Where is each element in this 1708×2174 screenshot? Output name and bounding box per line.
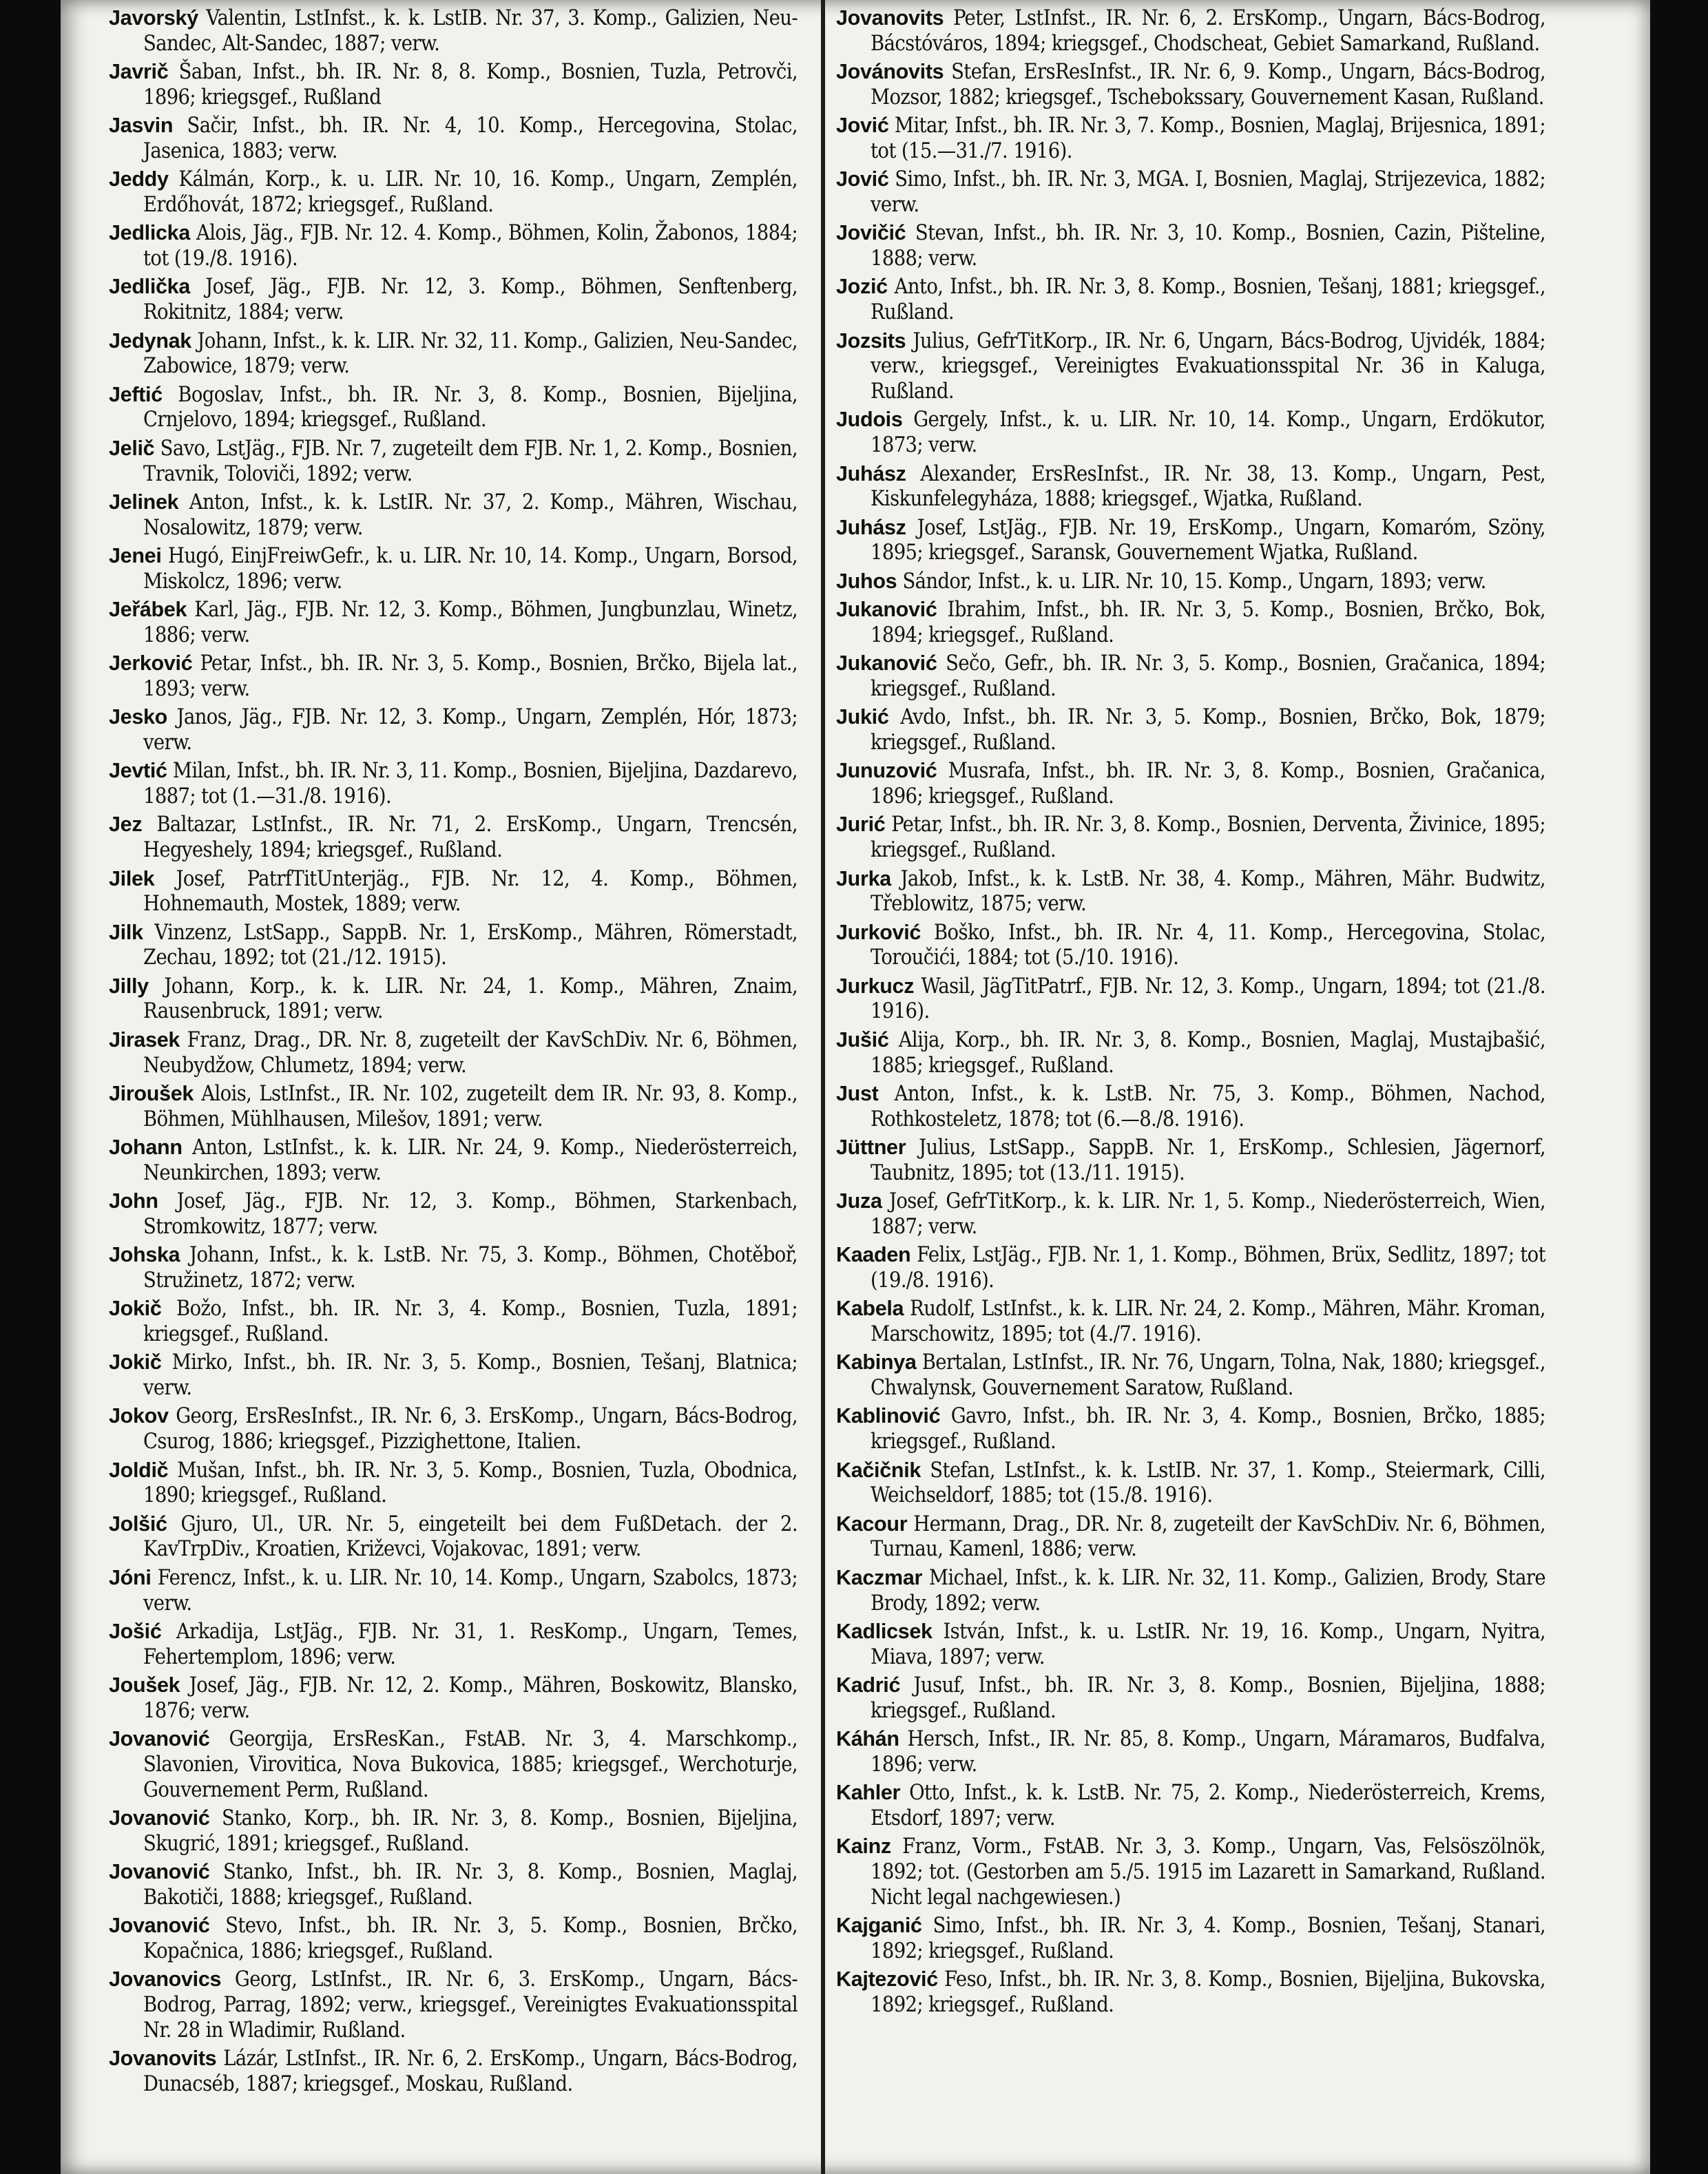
entry-surname: Jozić xyxy=(836,275,888,299)
entry-surname: Kainz xyxy=(836,1835,891,1859)
list-item xyxy=(109,1913,798,1965)
entry-details: Bogoslav, Infst., bh. IR. Nr. 3, 8. Komp., Bosnien, Bijeljina, Crnjelovo, 1894; kriegsgef., Rußland. xyxy=(143,382,798,432)
list-item xyxy=(109,1565,798,1617)
entry-details: Hugó, EinjFreiwGefr., k. u. LIR. Nr. 10, 14. Komp., Ungarn, Borsod, Miskolcz, 1896; verw. xyxy=(143,543,798,594)
entry-surname: Jovanović xyxy=(109,1727,210,1750)
list-item xyxy=(109,651,798,702)
entry-surname: Jurka xyxy=(836,866,891,890)
entry-surname: Jurković xyxy=(836,920,921,944)
entry-surname: Jušić xyxy=(836,1027,889,1052)
list-item xyxy=(109,1673,798,1724)
entry-surname: Kačičnik xyxy=(836,1458,921,1482)
list-item xyxy=(109,812,798,864)
entry-surname: Kajtezović xyxy=(836,1967,938,1992)
entry-surname: Jasvin xyxy=(109,114,174,138)
entry-details: Mirko, Infst., bh. IR. Nr. 3, 5. Komp., Bosnien, Tešanj, Blatnica; verw. xyxy=(143,1350,798,1401)
entry-surname: Jović xyxy=(836,114,889,138)
entry-surname: Jeftić xyxy=(109,382,163,406)
entry-details: Sečo, Gefr., bh. IR. Nr. 3, 5. Komp., Bosnien, Gračanica, 1894; kriegsgef., Rußland. xyxy=(871,651,1545,701)
entry-surname: Jenei xyxy=(109,543,162,567)
entry-surname: Johann xyxy=(109,1135,183,1159)
entry-surname: Jošić xyxy=(109,1619,162,1643)
entry-details: Avdo, Infst., bh. IR. Nr. 3, 5. Komp., Bosnien, Brčko, Bok, 1879; kriegsgef., Rußland. xyxy=(871,705,1545,755)
list-item xyxy=(109,490,798,541)
entry-surname: Jelič xyxy=(109,436,155,460)
entry-surname: Jović xyxy=(836,167,889,191)
entry-surname: Juza xyxy=(836,1189,882,1213)
entry-surname: Jurkucz xyxy=(836,974,915,998)
list-item xyxy=(836,1780,1545,1832)
entry-details: Peter, LstInfst., IR. Nr. 6, 2. ErsKomp., Ungarn, Bács-Bodrog, Bácstóváros, 1894; kriegsgef., Chodscheat, Gebiet Samarkand, Rußland. xyxy=(871,6,1545,56)
entry-details: Josef, Jäg., FJB. Nr. 12, 3. Komp., Böhmen, Senftenberg, Rokitnitz, 1884; verw. xyxy=(143,275,798,325)
list-item xyxy=(836,758,1545,810)
entry-surname: Just xyxy=(836,1081,879,1105)
entry-details: Milan, Infst., bh. IR. Nr. 3, 11. Komp., Bosnien, Bijeljina, Dazdarevo, 1887; tot (1.—31./8. 1916). xyxy=(143,759,798,809)
entry-details: Bertalan, LstInfst., IR. Nr. 76, Ungarn, Tolna, Nak, 1880; kriegsgef., Chwalynsk, Gouvernement Saratow, Rußland. xyxy=(871,1350,1545,1401)
entry-details: Josef, Jäg., FJB. Nr. 12, 3. Komp., Böhmen, Starkenbach, Stromkowitz, 1877; verw. xyxy=(143,1189,798,1239)
entry-surname: Jukanović xyxy=(836,598,937,622)
list-item xyxy=(836,328,1545,405)
list-item xyxy=(109,59,798,111)
list-item xyxy=(836,407,1545,459)
entry-details: Anton, LstInfst., k. k. LIR. Nr. 24, 9. Komp., Niederösterreich, Neunkirchen, 1893; verw. xyxy=(143,1135,798,1185)
list-item xyxy=(836,1834,1545,1910)
list-item xyxy=(109,704,798,756)
left-column xyxy=(109,6,798,2100)
list-item xyxy=(109,167,798,218)
list-item xyxy=(109,1350,798,1401)
entry-details: Stanko, Infst., bh. IR. Nr. 3, 8. Komp., Bosnien, Maglaj, Bakotiči, 1888; kriegsgef., Rußland. xyxy=(143,1859,798,1910)
entry-surname: Jiroušek xyxy=(109,1081,194,1105)
list-item xyxy=(109,1806,798,1857)
entry-details: Boško, Infst., bh. IR. Nr. 4, 11. Komp., Hercegovina, Stolac, Toroučići, 1884; tot (5./10. 1916). xyxy=(871,920,1545,970)
entry-details: Gergely, Infst., k. u. LIR. Nr. 10, 14. Komp., Ungarn, Erdökutor, 1873; verw. xyxy=(871,408,1545,458)
entry-details: Božo, Infst., bh. IR. Nr. 3, 4. Komp., Bosnien, Tuzla, 1891; kriegsgef., Rußland. xyxy=(143,1297,798,1347)
entry-details: Franz, Vorm., FstAB. Nr. 3, 3. Komp., Ungarn, Vas, Felsöszölnök, 1892; tot. (Gestorben am 5./5. 1915 im Lazarett in Samarkand, Rußland. Nicht legal nachgewiesen.) xyxy=(871,1835,1545,1910)
entry-details: Anton, Infst., k. k. LstIR. Nr. 37, 2. Komp., Mähren, Wischau, Nosalowitz, 1879; verw. xyxy=(143,490,798,540)
entry-surname: Jilk xyxy=(109,920,143,944)
entry-details: Anton, Infst., k. k. LstB. Nr. 75, 3. Komp., Böhmen, Nachod, Rothkosteletz, 1878; tot (6.—8./8. 1916). xyxy=(871,1081,1545,1131)
entry-details: Felix, LstJäg., FJB. Nr. 1, 1. Komp., Böhmen, Brüx, Sedlitz, 1897; tot (19./8. 1916). xyxy=(871,1243,1545,1293)
entry-surname: Jelinek xyxy=(109,490,179,514)
entry-details: Alija, Korp., bh. IR. Nr. 3, 8. Komp., Bosnien, Maglaj, Mustajbašić, 1885; kriegsgef., Rußland. xyxy=(871,1027,1545,1078)
entry-details: Stefan, ErsResInfst., IR. Nr. 6, 9. Komp., Ungarn, Bács-Bodrog, Mozsor, 1882; kriegsgef., Tschebokssary, Gouvernement Kasan, Rußland. xyxy=(871,60,1545,109)
list-item xyxy=(836,1403,1545,1455)
list-item xyxy=(109,6,798,57)
list-item xyxy=(109,436,798,488)
list-item xyxy=(109,543,798,595)
list-item xyxy=(836,274,1545,326)
entry-details: Baltazar, LstInfst., IR. Nr. 71, 2. ErsKomp., Ungarn, Trencsén, Hegyeshely, 1894; kriegsgef., Rußland. xyxy=(143,813,798,863)
list-item xyxy=(109,1619,798,1671)
entry-surname: Jedynak xyxy=(109,328,191,353)
entry-surname: Juhász xyxy=(836,461,906,485)
list-item xyxy=(836,1673,1545,1724)
list-item xyxy=(836,866,1545,918)
entry-surname: Jez xyxy=(109,813,143,837)
list-item xyxy=(109,220,798,272)
entry-details: Georg, LstInfst., IR. Nr. 6, 3. ErsKomp., Ungarn, Bács-Bodrog, Parrag, 1892; verw., kriegsgef., Vereinigtes Evakuationsspital Nr. 28 in Wladimir, Rußland. xyxy=(143,1967,798,2042)
list-item xyxy=(109,1242,798,1294)
entry-details: Jusuf, Infst., bh. IR. Nr. 3, 8. Komp., Bosnien, Bijeljina, 1888; kriegsgef., Rußland. xyxy=(871,1673,1545,1723)
entry-surname: Juhász xyxy=(836,515,906,539)
entry-details: Gjuro, Ul., UR. Nr. 5, eingeteilt bei dem FußDetach. der 2. KavTrpDiv., Kroatien, Križevci, Vojakovac, 1891; verw. xyxy=(143,1512,798,1562)
entry-details: István, Infst., k. u. LstIR. Nr. 19, 16. Komp., Ungarn, Nyitra, Miava, 1897; verw. xyxy=(871,1619,1545,1669)
list-item xyxy=(109,1403,798,1455)
entry-surname: Junuzović xyxy=(836,759,937,783)
entry-surname: Juhos xyxy=(836,569,897,593)
list-item xyxy=(836,704,1545,756)
list-item xyxy=(836,974,1545,1025)
entry-surname: Jilek xyxy=(109,866,155,890)
entry-surname: Jokič xyxy=(109,1297,162,1321)
entry-details: Otto, Infst., k. k. LstB. Nr. 75, 2. Komp., Niederösterreich, Krems, Etsdorf, 1897; verw. xyxy=(871,1781,1545,1830)
list-item xyxy=(836,920,1545,972)
entry-details: Valentin, LstInfst., k. k. LstIB. Nr. 37, 3. Komp., Galizien, Neu-Sandec, Alt-Sandec, 1887; verw. xyxy=(143,6,798,56)
list-item xyxy=(109,866,798,918)
entry-details: Johann, Infst., k. k. LstB. Nr. 75, 3. Komp., Böhmen, Chotěboř, Stružinetz, 1872; verw. xyxy=(143,1243,798,1293)
entry-surname: Kaczmar xyxy=(836,1565,923,1589)
entry-surname: Jeddy xyxy=(109,167,169,191)
entry-surname: Jovanovics xyxy=(109,1967,222,1992)
list-item xyxy=(836,1296,1545,1348)
entry-surname: Jesko xyxy=(109,705,167,729)
entry-surname: Jedlička xyxy=(109,275,190,299)
entry-surname: Jolšić xyxy=(109,1512,167,1536)
entry-details: Anto, Infst., bh. IR. Nr. 3, 8. Komp., Bosnien, Tešanj, 1881; kriegsgef., Rußland. xyxy=(871,275,1545,325)
list-item xyxy=(109,1135,798,1187)
list-item xyxy=(109,758,798,810)
entry-surname: Kabinya xyxy=(836,1350,917,1375)
list-item xyxy=(109,1967,798,2043)
entry-surname: Kacour xyxy=(836,1512,908,1536)
list-item xyxy=(836,1189,1545,1240)
entry-details: Julius, LstSapp., SappB. Nr. 1, ErsKomp., Schlesien, Jägernorf, Taubnitz, 1895; tot (13./11. 1915). xyxy=(871,1135,1545,1185)
entry-surname: Jerković xyxy=(109,651,193,676)
list-item xyxy=(109,113,798,165)
list-item xyxy=(109,1726,798,1803)
entry-surname: Johska xyxy=(109,1243,180,1267)
entry-details: Michael, Infst., k. k. LIR. Nr. 32, 11. Komp., Galizien, Brody, Stare Brody, 1892; verw. xyxy=(871,1565,1545,1616)
entry-surname: Kabela xyxy=(836,1297,904,1321)
list-item xyxy=(836,1242,1545,1294)
entry-surname: Jurić xyxy=(836,813,886,837)
entry-surname: Javrič xyxy=(109,60,169,84)
entry-details: Petar, Infst., bh. IR. Nr. 3, 5. Komp., Bosnien, Brčko, Bijela lat., 1893; verw. xyxy=(143,651,798,701)
list-item xyxy=(109,1512,798,1563)
entry-details: Šaban, Infst., bh. IR. Nr. 8, 8. Komp., Bosnien, Tuzla, Petrovči, 1896; kriegsgef., Rußland xyxy=(143,60,798,109)
list-item xyxy=(836,1081,1545,1133)
list-item xyxy=(836,1350,1545,1401)
list-item xyxy=(109,920,798,972)
entry-details: Sándor, Infst., k. u. LIR. Nr. 10, 15. Komp., Ungarn, 1893; verw. xyxy=(902,569,1486,594)
entry-details: Julius, GefrTitKorp., IR. Nr. 6, Ungarn, Bács-Bodrog, Ujvidék, 1884; verw., kriegsgef., Vereinigtes Evakuationsspital Nr. 36 in Kaluga, Rußland. xyxy=(871,328,1545,404)
entry-details: Josef, Jäg., FJB. Nr. 12, 2. Komp., Mähren, Boskowitz, Blansko, 1876; verw. xyxy=(143,1673,798,1723)
entry-details: Kálmán, Korp., k. u. LIR. Nr. 10, 16. Komp., Ungarn, Zemplén, Erdőhovát, 1872; kriegsgef., Rußland. xyxy=(143,167,798,218)
entry-surname: Jovanović xyxy=(109,1859,210,1883)
entry-surname: Jüttner xyxy=(836,1135,906,1159)
list-item xyxy=(836,220,1545,272)
entry-surname: Jovánovits xyxy=(836,60,944,84)
list-item xyxy=(109,1189,798,1240)
list-item xyxy=(836,1135,1545,1187)
entry-details: Petar, Infst., bh. IR. Nr. 3, 8. Komp., Bosnien, Derventa, Živinice, 1895; kriegsgef., Rußland. xyxy=(871,813,1545,863)
entry-surname: Jukanović xyxy=(836,651,937,676)
entry-details: Alois, LstInfst., IR. Nr. 102, zugeteilt dem IR. Nr. 93, 8. Komp., Böhmen, Mühlhausen, Milešov, 1891; verw. xyxy=(143,1081,798,1131)
entry-surname: Jovanović xyxy=(109,1806,210,1830)
entry-details: Janos, Jäg., FJB. Nr. 12, 3. Komp., Ungarn, Zemplén, Hór, 1873; verw. xyxy=(143,705,798,755)
entry-details: Mitar, Infst., bh. IR. Nr. 3, 7. Komp., Bosnien, Maglaj, Brijesnica, 1891; tot (15.—31./7. 1916). xyxy=(871,114,1545,163)
entry-surname: Joldič xyxy=(109,1458,169,1482)
list-item xyxy=(109,974,798,1025)
entry-details: Josef, PatrfTitUnterjäg., FJB. Nr. 12, 4. Komp., Böhmen, Hohnemauth, Mostek, 1889; verw. xyxy=(143,866,798,917)
entry-details: Alexander, ErsResInfst., IR. Nr. 38, 13. Komp., Ungarn, Pest, Kiskunfelegyháza, 1888; kriegsgef., Wjatka, Rußland. xyxy=(871,461,1545,512)
list-item xyxy=(836,515,1545,567)
entry-details: Franz, Drag., DR. Nr. 8, zugeteilt der KavSchDiv. Nr. 6, Böhmen, Neubydžow, Chlumetz, 1894; verw. xyxy=(143,1027,798,1078)
entry-details: Vinzenz, LstSapp., SappB. Nr. 1, ErsKomp., Mähren, Römerstadt, Zechau, 1892; tot (21./12. 1915). xyxy=(143,920,798,970)
entry-details: Sačir, Infst., bh. IR. Nr. 4, 10. Komp., Hercegovina, Stolac, Jasenica, 1883; verw. xyxy=(143,114,798,163)
list-item xyxy=(836,461,1545,513)
list-item xyxy=(836,651,1545,702)
entry-surname: Kahler xyxy=(836,1781,901,1805)
entry-surname: Jozsits xyxy=(836,328,906,353)
entry-details: Georgija, ErsResKan., FstAB. Nr. 3, 4. Marschkomp., Slavonien, Virovitica, Nova Bukovica, 1885; kriegsgef., Werchoturje, Gouvernement Perm, Rußland. xyxy=(143,1727,798,1802)
entry-details: Jakob, Infst., k. k. LstB. Nr. 38, 4. Komp., Mähren, Mähr. Budwitz, Třeblowitz, 1875; verw. xyxy=(871,866,1545,917)
list-item xyxy=(109,1027,798,1079)
list-item xyxy=(836,59,1545,111)
entry-details: Georg, ErsResInfst., IR. Nr. 6, 3. ErsKomp., Ungarn, Bács-Bodrog, Csurog, 1886; kriegsgef., Pizzighettone, Italien. xyxy=(143,1404,798,1454)
list-item xyxy=(109,1458,798,1509)
column-divider xyxy=(821,0,825,2174)
list-item xyxy=(836,812,1545,864)
list-item xyxy=(109,597,798,649)
entry-details: Stevo, Infst., bh. IR. Nr. 3, 5. Komp., Bosnien, Brčko, Kopačnica, 1886; kriegsgef., Rußland. xyxy=(143,1914,798,1963)
entry-details: Karl, Jäg., FJB. Nr. 12, 3. Komp., Böhmen, Jungbunzlau, Winetz, 1886; verw. xyxy=(143,598,798,647)
entry-details: Gavro, Infst., bh. IR. Nr. 3, 4. Komp., Bosnien, Brčko, 1885; kriegsgef., Rußland. xyxy=(871,1404,1545,1454)
entry-details: Johann, Korp., k. k. LIR. Nr. 24, 1. Komp., Mähren, Znaim, Rausenbruck, 1891; verw. xyxy=(143,974,798,1024)
entry-details: Alois, Jäg., FJB. Nr. 12. 4. Komp., Böhmen, Kolin, Žabonos, 1884; tot (19./8. 1916). xyxy=(143,221,798,271)
entry-details: Wasil, JägTitPatrf., FJB. Nr. 12, 3. Komp., Ungarn, 1894; tot (21./8. 1916). xyxy=(871,974,1545,1024)
entry-details: Stevan, Infst., bh. IR. Nr. 3, 10. Komp., Bosnien, Cazin, Pišteline, 1888; verw. xyxy=(871,221,1545,271)
entry-surname: Javorský xyxy=(109,6,198,30)
list-item xyxy=(836,1619,1545,1671)
entry-surname: Jovanovits xyxy=(109,2047,217,2071)
list-item xyxy=(836,1967,1545,2018)
entry-details: Savo, LstJäg., FJB. Nr. 7, zugeteilt dem FJB. Nr. 1, 2. Komp., Bosnien, Travnik, Toloviči, 1892; verw. xyxy=(143,436,798,486)
entry-details: Arkadija, LstJäg., FJB. Nr. 31, 1. ResKomp., Ungarn, Temes, Fehertemplom, 1896; verw. xyxy=(143,1619,798,1669)
entry-surname: Kablinović xyxy=(836,1404,941,1428)
entry-details: Johann, Infst., k. k. LIR. Nr. 32, 11. Komp., Galizien, Neu-Sandec, Zabowice, 1879; verw. xyxy=(143,328,798,379)
list-item xyxy=(836,6,1545,57)
entry-surname: Jokov xyxy=(109,1404,169,1428)
list-item xyxy=(836,1027,1545,1079)
list-item xyxy=(109,2046,798,2098)
list-item xyxy=(836,1913,1545,1965)
list-item xyxy=(109,1859,798,1911)
entry-details: Lázár, LstInfst., IR. Nr. 6, 2. ErsKomp., Ungarn, Bács-Bodrog, Dunacséb, 1887; kriegsgef., Moskau, Rußland. xyxy=(143,2047,798,2096)
entry-details: Stefan, LstInfst., k. k. LstIB. Nr. 37, 1. Komp., Steiermark, Cilli, Weichseldorf, 1885; tot (15./8. 1916). xyxy=(871,1458,1545,1508)
entry-surname: Kajganić xyxy=(836,1914,922,1938)
entry-surname: Judois xyxy=(836,408,903,432)
list-item xyxy=(836,1458,1545,1509)
entry-surname: Jirasek xyxy=(109,1027,180,1052)
entry-surname: Kaaden xyxy=(836,1243,911,1267)
entry-details: Josef, GefrTitKorp., k. k. LIR. Nr. 1, 5. Komp., Niederösterreich, Wien, 1887; verw. xyxy=(871,1189,1545,1239)
list-item xyxy=(836,113,1545,165)
list-item xyxy=(836,1512,1545,1563)
entry-details: Musrafa, Infst., bh. IR. Nr. 3, 8. Komp., Bosnien, Gračanica, 1896; kriegsgef., Rußland. xyxy=(871,759,1545,809)
list-item xyxy=(109,1081,798,1133)
entry-details: Mušan, Infst., bh. IR. Nr. 3, 5. Komp., Bosnien, Tuzla, Obodnica, 1890; kriegsgef., Rußland. xyxy=(143,1458,798,1508)
entry-details: Ibrahim, Infst., bh. IR. Nr. 3, 5. Komp., Bosnien, Brčko, Bok, 1894; kriegsgef., Rußland. xyxy=(871,598,1545,647)
list-item xyxy=(836,1726,1545,1778)
list-item xyxy=(109,274,798,326)
entry-surname: Kadlicsek xyxy=(836,1619,933,1643)
entry-surname: Joušek xyxy=(109,1673,180,1697)
entry-details: Rudolf, LstInfst., k. k. LIR. Nr. 24, 2. Komp., Mähren, Mähr. Kroman, Marschowitz, 1895; tot (4./7. 1916). xyxy=(871,1297,1545,1347)
entry-surname: John xyxy=(109,1189,158,1213)
entry-details: Feso, Infst., bh. IR. Nr. 3, 8. Komp., Bosnien, Bijeljina, Bukovska, 1892; kriegsgef., Rußland. xyxy=(871,1967,1546,2017)
entry-details: Stanko, Korp., bh. IR. Nr. 3, 8. Komp., Bosnien, Bijeljina, Skugrić, 1891; kriegsgef., Rußland. xyxy=(143,1806,798,1856)
entry-surname: Jóni xyxy=(109,1565,152,1589)
entry-surname: Jedlicka xyxy=(109,221,190,245)
entry-surname: Jovanović xyxy=(109,1914,210,1938)
entry-surname: Jokič xyxy=(109,1350,162,1375)
list-item xyxy=(836,569,1545,595)
entry-surname: Jovičić xyxy=(836,221,906,245)
list-item xyxy=(836,1565,1545,1617)
entry-details: Josef, LstJäg., FJB. Nr. 19, ErsKomp., Ungarn, Komaróm, Szöny, 1895; kriegsgef., Saransk, Gouvernement Wjatka, Rußland. xyxy=(871,515,1545,565)
list-item xyxy=(836,597,1545,649)
entry-surname: Jovanovits xyxy=(836,6,944,30)
entry-surname: Jukić xyxy=(836,705,889,729)
entry-details: Hersch, Infst., IR. Nr. 85, 8. Komp., Ungarn, Máramaros, Budfalva, 1896; verw. xyxy=(871,1727,1545,1777)
entry-details: Ferencz, Infst., k. u. LIR. Nr. 10, 14. Komp., Ungarn, Szabolcs, 1873; verw. xyxy=(143,1565,798,1616)
entry-surname: Jilly xyxy=(109,974,149,998)
entry-details: Simo, Infst., bh. IR. Nr. 3, 4. Komp., Bosnien, Tešanj, Stanari, 1892; kriegsgef., Rußland. xyxy=(871,1914,1545,1963)
list-item xyxy=(836,167,1545,218)
directory-page xyxy=(61,0,1650,2174)
entry-surname: Káhán xyxy=(836,1727,899,1750)
entry-surname: Jeřábek xyxy=(109,598,187,622)
entry-details: Hermann, Drag., DR. Nr. 8, zugeteilt der KavSchDiv. Nr. 6, Böhmen, Turnau, Kamenl, 1886; verw. xyxy=(871,1512,1545,1562)
list-item xyxy=(109,382,798,434)
entry-details: Simo, Infst., bh. IR. Nr. 3, MGA. I, Bosnien, Maglaj, Strijezevica, 1882; verw. xyxy=(871,167,1545,218)
entry-surname: Jevtić xyxy=(109,759,167,783)
list-item xyxy=(109,1296,798,1348)
right-column xyxy=(836,6,1545,2020)
list-item xyxy=(109,328,798,380)
entry-surname: Kadrić xyxy=(836,1673,901,1697)
